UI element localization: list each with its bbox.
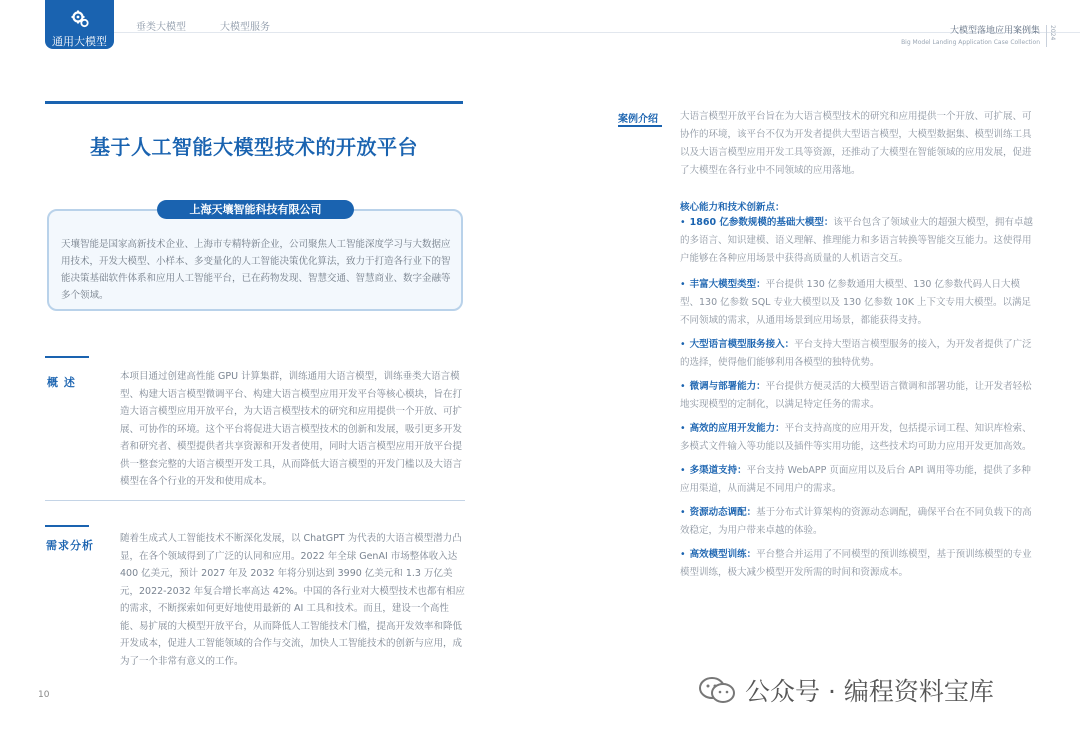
- list-item: [680, 336, 1038, 372]
- header-right-title: [901, 26, 1040, 48]
- list-item: [680, 504, 1038, 540]
- item-head: 多渠道支持：: [689, 465, 747, 476]
- company-name: 上海天壤智能科技有限公司: [157, 200, 354, 219]
- header-year: [1046, 25, 1058, 47]
- case-rule: [618, 125, 662, 127]
- bullet-icon: •: [680, 549, 686, 560]
- item-text: 平台支持高度的应用开发，包括提示词工程、知识库检索、多模式文件输入等功能以及插件等实用功能，这些技术均可助力应用开发更加高效。: [680, 423, 1032, 452]
- wechat-icon: [697, 675, 737, 705]
- item-text: 该平台包含了领域业大的超强大模型，拥有卓越的多语言、知识建模、语义理解、推理能力和多语言转换等智能交互能力。这使得用户能够在各种应用场景中获得高质量的人机语言交互。: [680, 217, 1033, 264]
- core-title: 核心能力和技术创新点：: [680, 202, 785, 213]
- year-text: 2024: [1049, 25, 1056, 41]
- list-item: [680, 276, 1038, 330]
- item-text: 平台支持大型语言模型服务的接入，为开发者提供了广泛的选择，使得他们能够利用各模型的独特优势。: [680, 339, 1032, 368]
- bullet-icon: •: [680, 217, 686, 228]
- section-label-demand: 需求分析: [46, 539, 94, 552]
- bullet-icon: •: [680, 465, 686, 476]
- collection-subtitle: Big Model Landing Application Case Collection: [901, 39, 1040, 46]
- nav-model-service[interactable]: 大模型服务: [220, 22, 270, 33]
- collection-title: 大模型落地应用案例集: [949, 26, 1040, 36]
- item-head: 1860 亿参数规模的基础大模型：: [689, 217, 834, 228]
- title-top-bar: [45, 101, 463, 104]
- company-description: 天壤智能是国家高新技术企业、上海市专精特新企业，公司聚焦人工智能深度学习与大数据应用技术，开发大模型、小样本、多变量化的人工智能决策优化算法，致力于打造各行业下的智能决策基础软件体系和应用人工智能平台，已在药物发现、智慧交通、智慧商业、数字金融等多个领域。: [61, 239, 451, 301]
- bullet-icon: •: [680, 339, 686, 350]
- item-head: 资源动态调配：: [689, 507, 757, 518]
- section-rule: [45, 356, 89, 358]
- bullet-icon: •: [680, 381, 686, 392]
- overview-text: 本项目通过创建高性能 GPU 计算集群，训练通用大语言模型，训练垂类大语言模型、构建大语言模型微调平台、构建大语言模型应用开发平台等核心模块，旨在打造大语言模型应用开放平台，为大语言模型技术的研究和应用提供一个开放、可扩展、可协作的环境。这个平台将促进大语言模型技术的创新和发展，吸引更多开发者和研究者、模型提供者共享资源和开发者使用，同时大语言模型应用开放平台提供一整套完整的大语言模型开发工具，从而降低大语言模型的开发门槛以及大语言模型在各个行业的开发和使用成本。: [120, 371, 463, 487]
- item-text: 平台整合并运用了不同模型的预训练模型，基于预训练模型的专业模型训练，极大减少模型开发所需的时间和资源成本。: [680, 549, 1032, 578]
- item-text: 平台提供 130 亿参数通用大模型、130 亿参数代码人日大模型、130 亿参数 SQL 专业大模型以及 130 亿参数 10K 上下文专用大模型。以满足不同领域的需求，从通用场景到应用场景，都能获得支持。: [680, 279, 1032, 326]
- item-text: 平台支持 WebAPP 页面应用以及后台 API 调用等功能，提供了多种应用渠道，从而满足不同用户的需求。: [680, 465, 1031, 494]
- page-title: 基于人工智能大模型技术的开放平台: [90, 135, 418, 159]
- section-label-overview: 概 述: [47, 376, 76, 389]
- list-item: [680, 420, 1038, 456]
- nav-vertical-model[interactable]: 垂类大模型: [136, 22, 186, 33]
- page-number: 10: [38, 690, 50, 700]
- section-divider: [45, 500, 465, 501]
- section-rule: [45, 525, 89, 527]
- item-head: 大型语言模型服务接入：: [689, 339, 795, 350]
- list-item: [680, 546, 1038, 582]
- item-head: 微调与部署能力：: [689, 381, 766, 392]
- item-text: 平台提供方便灵活的大模型语言微调和部署功能，让开发者轻松地实现模型的定制化，以满足特定任务的需求。: [680, 381, 1032, 410]
- tab-general-model[interactable]: [45, 0, 114, 49]
- bullet-icon: •: [680, 279, 686, 290]
- item-head: 高效的应用开发能力：: [689, 423, 785, 434]
- bullet-icon: •: [680, 423, 686, 434]
- list-item: [680, 462, 1038, 498]
- list-item: [680, 378, 1038, 414]
- gear-icon: [70, 9, 90, 29]
- item-head: 高效模型训练：: [689, 549, 757, 560]
- bullet-icon: •: [680, 507, 686, 518]
- item-text: 基于分布式计算架构的资源动态调配，确保平台在不同负载下的高效稳定，为用户带来卓越的体验。: [680, 507, 1032, 536]
- watermark-text: 公众号 · 编程资料宝库: [745, 677, 994, 706]
- item-head: 丰富大模型类型：: [689, 279, 766, 290]
- watermark: [697, 672, 994, 708]
- demand-text: 随着生成式人工智能技术不断深化发展，以 ChatGPT 为代表的大语言模型潜力凸显，在各个领域得到了广泛的认同和应用。2022 年全球 GenAI 市场整体收入达 400 亿美元，预计 2027 年及 2032 年将分别达到 3990 亿美元和 1.3 万亿美元，2022-2032 年复合增长率高达 42%。中国的各行业对大模型技术也都有相应的需求，不断探索如何更好地使用最新的 AI 工具和技术。而且，建设一个高性能、易扩展的大模型开放平台，从而降低人工智能技术门槛，提高开发效率和降低开发成本，促进人工智能领域的合作与交流，加快人工智能技术的创新与应用，成为了一个非常有意义的工作。: [120, 533, 465, 667]
- list-item: [680, 214, 1038, 268]
- case-label: 案例介绍: [618, 114, 658, 125]
- case-text: 大语言模型开放平台旨在为大语言模型技术的研究和应用提供一个开放、可扩展、可协作的环境，该平台不仅为开发者提供大型语言模型，大模型数据集、模型训练工具以及大语言模型应用开发工具等资源，还推动了大模型在智能领域的应用发展，促进了大模型在各行业中不同领域的应用落地。: [680, 111, 1032, 176]
- tab-label: 通用大模型: [52, 35, 107, 48]
